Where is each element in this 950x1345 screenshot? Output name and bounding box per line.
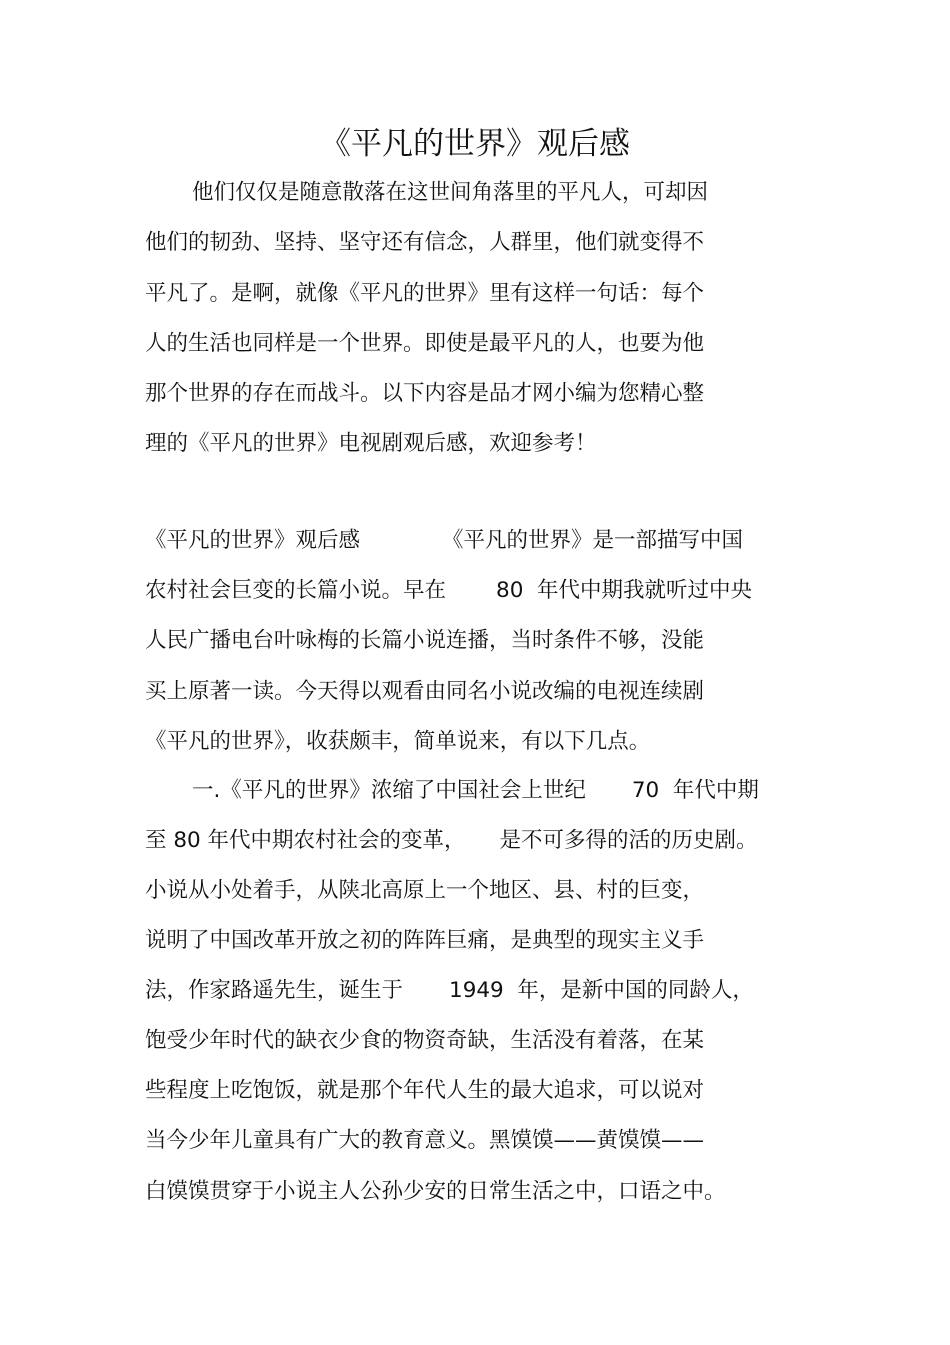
line-segment: 至 80 年代中期农村社会的变革，: [145, 828, 466, 853]
intro-line: 他们的韧劲、坚持、坚守还有信念，人群里，他们就变得不: [145, 230, 705, 255]
body-line: 小说从小处着手，从陕北高原上一个地区、县、村的巨变，: [145, 878, 705, 903]
intro-line: 人的生活也同样是一个世界。即使是最平凡的人，也要为他: [145, 331, 705, 356]
line-segment: 1949 年，是新中国的同龄人，: [449, 978, 754, 1003]
body-line: [145, 526, 743, 556]
line-segment: 是不可多得的活的历史剧。: [499, 828, 758, 853]
body-line: 些程度上吃饱饭，就是那个年代人生的最大追求，可以说对: [145, 1078, 705, 1103]
body-line: 白馍馍贯穿于小说主人公孙少安的日常生活之中，口语之中。: [145, 1179, 726, 1204]
intro-line: 理的《平凡的世界》电视剧观后感，欢迎参考！: [145, 431, 597, 456]
body-line: 饱受少年时代的缺衣少食的物资奇缺，生活没有着落，在某: [145, 1028, 705, 1053]
line-segment: 80 年代中期我就听过中央: [496, 578, 753, 603]
body-line: 人民广播电台叶咏梅的长篇小说连播，当时条件不够，没能: [145, 628, 705, 653]
line-segment: 《平凡的世界》是一部描写中国: [442, 528, 744, 553]
intro-line: 那个世界的存在而战斗。以下内容是品才网小编为您精心整: [145, 381, 705, 406]
body-line: 买上原著一读。今天得以观看由同名小说改编的电视连续剧: [145, 679, 705, 704]
line-segment: 农村社会巨变的长篇小说。早在: [145, 578, 447, 603]
section-heading: 《平凡的世界》观后感: [145, 528, 361, 553]
body-line: 当今少年儿童具有广大的教育意义。黑馍馍——黄馍馍——: [145, 1128, 705, 1153]
body-line: [145, 976, 754, 1006]
body-line: [145, 576, 752, 606]
intro-line: 平凡了。是啊，就像《平凡的世界》里有这样一句话：每个: [145, 281, 705, 306]
document-title: 《平凡的世界》观后感: [320, 126, 630, 162]
line-segment: 法，作家路遥先生，诞生于: [145, 978, 404, 1003]
intro-line: 他们仅仅是随意散落在这世间角落里的平凡人，可却因: [192, 180, 709, 205]
line-segment: 一.《平凡的世界》浓缩了中国社会上世纪: [192, 778, 586, 803]
line-segment: 70 年代中期: [631, 778, 759, 803]
body-line: [145, 826, 758, 856]
body-line: [192, 776, 759, 806]
body-line: 说明了中国改革开放之初的阵阵巨痛，是典型的现实主义手: [145, 928, 705, 953]
body-line: 《平凡的世界》，收获颇丰，简单说来，有以下几点。: [145, 729, 651, 754]
